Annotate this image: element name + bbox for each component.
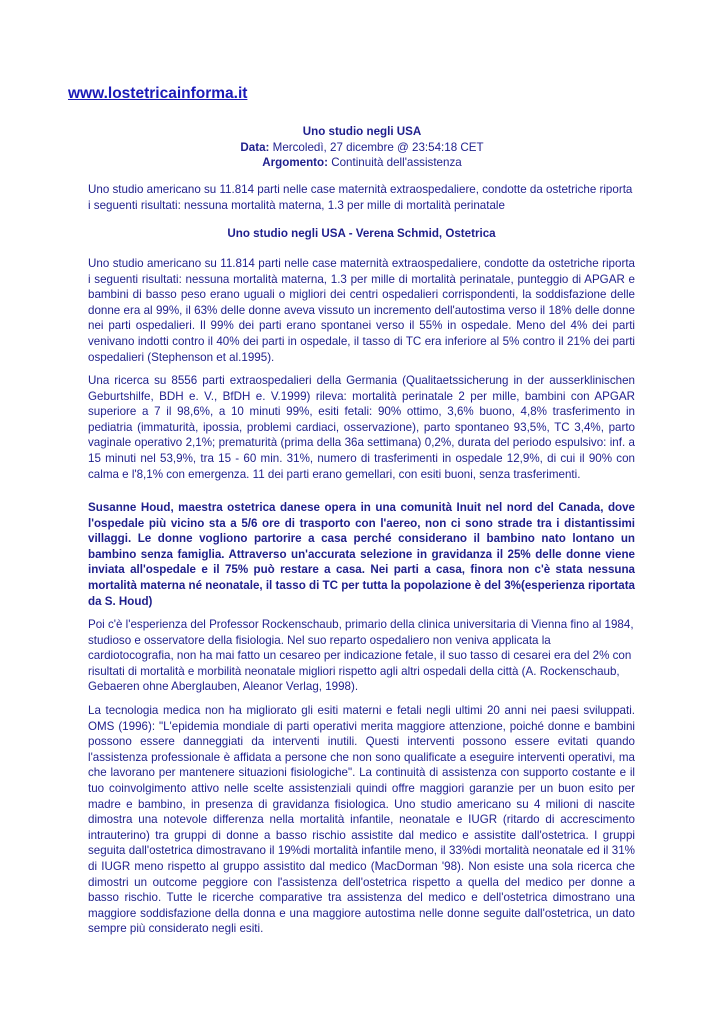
section-subtitle: Uno studio negli USA - Verena Schmid, Ostetrica: [227, 227, 496, 240]
article-topic: [0, 155, 724, 171]
paragraph-2: [88, 373, 635, 482]
paragraph-4: [88, 617, 635, 695]
paragraph-2-text: Una ricerca su 8556 parti extraospedalieri della Germania (Qualitaetssicherung in der ausserklinischen Geburtshilfe, BDH e. V., BfDH e. V.1999) rileva: mortalità perinatale 2 per mille, bambini con APGAR superiore a 7 il 98,6%, a 10 minuti 99%, esiti fetali: 90% ottimo, 3,6% buono, 4,8% trasferimento in pediatria (immaturità, ipossia, problemi cardiaci, osservazione), parto spontaneo 93,5%, TC 3,4%, parto vaginale operativo 2,1%; prematurità (prima della 36a settimana) 0,2%, durata del periodo espulsivo: inf. a 15 minuti nel 53,9%, tra 15 - 60 min. 31%, numero di trasferimenti in ospedale 12,9%, di cui il 90% con calma e l'8,1% con emergenza. 11 dei parti erano gemellari, con esiti buoni, senza trasferimenti.: [88, 374, 635, 481]
intro-text: [88, 182, 635, 213]
article-date: [0, 140, 724, 156]
article-header: [0, 124, 724, 171]
paragraph-3-text: Susanne Houd, maestra ostetrica danese opera in una comunità Inuit nel nord del Canada, dove l'ospedale più vicino sta a 5/6 ore di trasporto con l'aereo, non ci sono strade tra i distantissimi villaggi. Le donne vogliono partorire a casa perché considerano il bambino nato lontano un bambino senza famiglia. Attraverso un'accurata selezione in gravidanza il 25% delle donne viene inviata all'ospedale e il 75% può restare a casa. Nei parti a casa, finora non c'è stata nessuna mortalità materna né neonatale, il tasso di TC per tutta la popolazione è del 3%(esperienza riportata da S. Houd): [88, 501, 635, 608]
article-title: Uno studio negli USA: [302, 125, 422, 138]
paragraph-3: [88, 500, 635, 609]
date-value: Mercoledì, 27 dicembre @ 23:54:18 CET: [272, 140, 484, 154]
site-link[interactable]: www.lostetricainforma.it: [68, 85, 248, 102]
paragraph-5-text: La tecnologia medica non ha migliorato gli esiti materni e fetali negli ultimi 20 anni nei paesi sviluppati. OMS (1996): "L'epidemia mondiale di parti operativi merita maggiore attenzione, poiché donne e bambini possono essere danneggiati da interventi inutili. Questi interventi possono essere evitati quando l'assistenza professionale è affidata a persone che non sono qualificate a eseguire interventi operativi, ma che lavorano per mantenere situazioni fisiologiche". La continuità di assistenza con supporto costante e il tuo coinvolgimento attivo nelle scelte assistenziali quindi offre maggiori garanzie per un buon esito per madre e bambino, in presenza di gravidanza fisiologica. Uno studio americano su 4 milioni di nascite dimostra una notevole differenza nella mortalità infantile, neonatale e IUGR (ritardo di accrescimento intrauterino) tra gruppi di donne a basso rischio assistite dal medico e assistite dall'ostetrica. I gruppi seguita dall'ostetrica dimostravano il 19%di mortalità infantile meno, il 33%di mortalità neonatale ed il 31% di IUGR meno rispetto al gruppo assistito dal medico (MacDorman '98). Non esiste una sola ricerca che dimostri un outcome peggiore con l'assistenza dell'ostetrica rispetto a quella del medico per donne a basso rischio. Tutte le ricerche comparative tra assistenza del medico e dell'ostetrica dimostrano una maggiore soddisfazione della donna e una maggiore autostima nelle donne seguite dall'ostetrica, un dato sempre più considerato negli esiti.: [88, 704, 635, 936]
paragraph-1-text: Uno studio americano su 11.814 parti nelle case maternità extraospedaliere, condotte da ostetriche riporta i seguenti risultati: nessuna mortalità materna, 1.3 per mille di mortalità perinatale, punteggio di APGAR e bambini di basso peso erano uguali o migliori dei centri ospedalieri corrispondenti, la soddisfazione delle donne era al 99%, il 63% delle donne aveva vissuto un incremento dell'autostima verso il 18% delle donne nei parti ospedalieri. Il 99% dei parti erano spontanei verso il 55% in ospedale. Meno del 4% dei parti venivano indotti contro il 40% dei parti in ospedale, il tasso di TC era inferiore al 5% contro il 21% dei parti ospedalieri (Stephenson et al.1995).: [88, 257, 635, 364]
topic-label: Argomento:: [262, 156, 328, 169]
intro-paragraph: Uno studio americano su 11.814 parti nelle case maternità extraospedaliere, condotte da ostetriche riporta i seguenti risultati: nessuna mortalità materna, 1.3 per mille di mortalità perinatale: [88, 183, 633, 212]
topic-value: Continuità dell'assistenza: [331, 156, 462, 169]
paragraph-1: [88, 256, 635, 365]
paragraph-5: [88, 703, 635, 937]
date-label: Data:: [240, 140, 270, 154]
paragraph-4-text: Poi c'è l'esperienza del Professor Rockenschaub, primario della clinica universitaria di Vienna fino al 1984, studioso e osservatore della fisiologia. Nel suo reparto ospedaliero non veniva applicata la cardiotocografia, non ha mai fatto un cesareo per indicazione fetale, il suo tasso di cesarei era del 2% con risultati di mortalità e morbilità neonatale migliori rispetto agli altri ospedali della città (A. Rockenschaub, Gebaeren ohne Aberglauben, Aleanor Verlag, 1998).: [88, 618, 634, 694]
